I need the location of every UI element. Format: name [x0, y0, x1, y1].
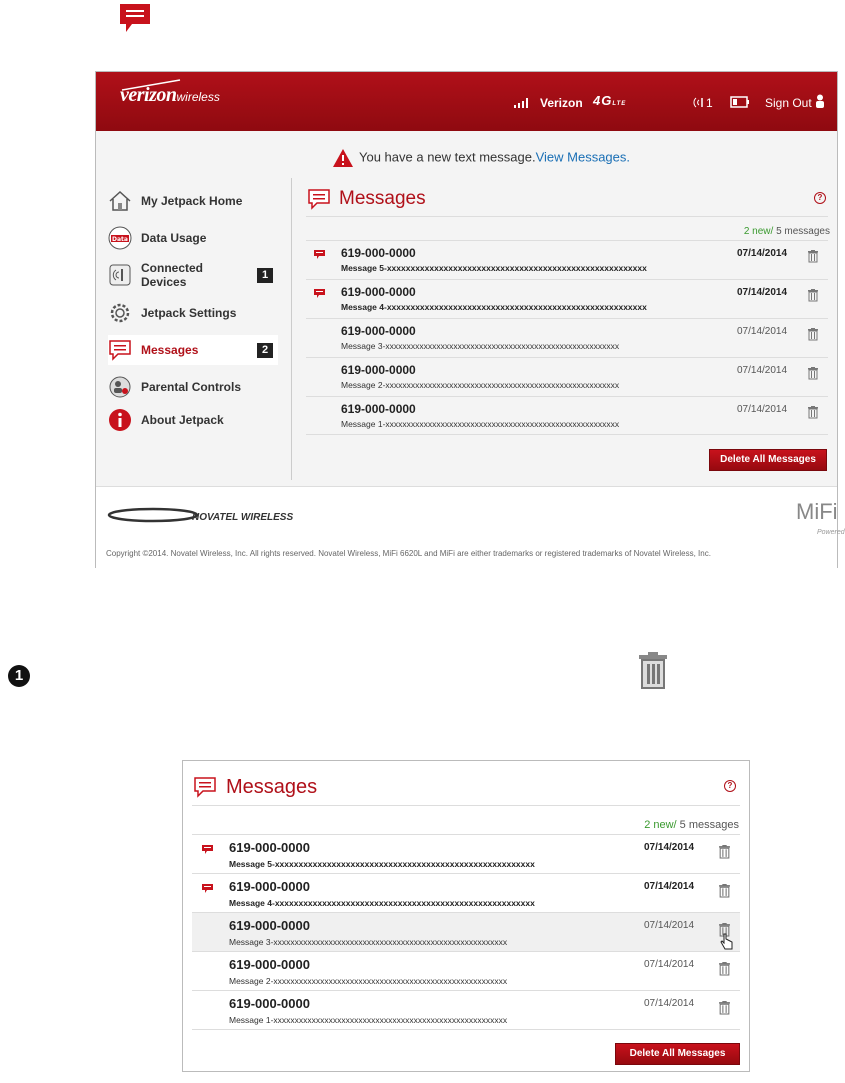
svg-text:Data: Data [112, 236, 128, 243]
sidebar-divider [291, 178, 292, 480]
home-icon [108, 189, 132, 213]
sidebar-item-messages[interactable]: Messages 2 [108, 335, 278, 365]
message-icon [192, 775, 218, 799]
delete-all-button[interactable]: Delete All Messages [615, 1043, 740, 1065]
mifi-powered: Powered [817, 529, 845, 536]
novatel-logo-text: NOVATEL WIRELESS [192, 512, 294, 523]
sidebar-item-about-jetpack[interactable]: About Jetpack [108, 405, 278, 435]
sign-out-link[interactable]: Sign Out [765, 96, 812, 110]
hand-cursor-icon [720, 933, 734, 951]
wifi-devices-icon [692, 97, 704, 108]
trash-icon[interactable] [719, 1001, 730, 1014]
table-row[interactable]: 619-000-0000 Message 2-xxxxxxxxxxxxxxxxxxxxxxxxxxxxxxxxxxxxxxxxxxxxxxxxxxxxxxx 07/14/2014 [192, 951, 740, 990]
trash-icon[interactable] [808, 250, 818, 262]
message-note-icon [118, 2, 152, 36]
trash-icon[interactable] [808, 328, 818, 340]
message-count: 2 new/ 5 messages [743, 226, 830, 237]
help-icon[interactable]: ? [814, 192, 826, 204]
help-icon[interactable]: ? [724, 780, 736, 792]
table-row[interactable]: 619-000-0000 Message 2-xxxxxxxxxxxxxxxxxxxxxxxxxxxxxxxxxxxxxxxxxxxxxxxxxxxxxxx 07/14/2014 [306, 357, 828, 396]
title-divider [306, 216, 828, 217]
sidebar-item-connected-devices[interactable]: Connected Devices 1 [108, 258, 278, 292]
new-message-alert: You have a new text message.View Messages. [332, 148, 630, 168]
info-icon [108, 408, 132, 432]
table-row[interactable]: 619-000-0000 Message 1-xxxxxxxxxxxxxxxxxxxxxxxxxxxxxxxxxxxxxxxxxxxxxxxxxxxxxxx 07/14/2014 [306, 396, 828, 435]
signal-icon [514, 96, 532, 108]
step-number: 1 [8, 665, 30, 687]
battery-icon [730, 96, 750, 108]
view-messages-link[interactable]: View Messages. [535, 149, 631, 165]
panel-title: Messages [339, 188, 426, 209]
user-icon [815, 94, 825, 108]
table-row[interactable]: 619-000-0000 Message 4-xxxxxxxxxxxxxxxxxxxxxxxxxxxxxxxxxxxxxxxxxxxxxxxxxxxxxxx 07/14/2014 [192, 873, 740, 912]
table-row[interactable]: 619-000-0000 Message 5-xxxxxxxxxxxxxxxxxxxxxxxxxxxxxxxxxxxxxxxxxxxxxxxxxxxxxxx 07/14/2014 [306, 240, 828, 279]
trash-icon [638, 651, 668, 689]
message-icon [306, 187, 332, 211]
devices-badge: 1 [257, 268, 273, 283]
sidebar-item-home[interactable]: My Jetpack Home [108, 186, 278, 216]
mifi-logo: MiFi [796, 499, 838, 524]
trash-icon[interactable] [719, 845, 730, 858]
trash-icon[interactable] [808, 367, 818, 379]
footer [96, 486, 845, 570]
connected-count: 1 [706, 96, 713, 110]
network-type: 4GLTE [593, 93, 627, 108]
table-row[interactable]: 619-000-0000 Message 4-xxxxxxxxxxxxxxxxxxxxxxxxxxxxxxxxxxxxxxxxxxxxxxxxxxxxxxx 07/14/2014 [306, 279, 828, 318]
sidebar-item-jetpack-settings[interactable]: Jetpack Settings [108, 298, 278, 328]
unread-icon [202, 845, 213, 854]
devices-icon [108, 263, 132, 287]
unread-icon [202, 884, 213, 893]
messages-panel [306, 184, 830, 474]
trash-icon[interactable] [719, 884, 730, 897]
messages-badge: 2 [257, 343, 273, 358]
delete-all-button[interactable]: Delete All Messages [709, 449, 827, 471]
verizon-logo: verizonwireless [120, 84, 220, 107]
table-row-hover[interactable]: 619-000-0000 Message 3-xxxxxxxxxxxxxxxxxxxxxxxxxxxxxxxxxxxxxxxxxxxxxxxxxxxxxxx 07/14/2014 [192, 912, 740, 951]
header-bar [96, 72, 837, 131]
sidebar [96, 178, 291, 438]
gear-icon [108, 301, 132, 325]
copyright: Copyright ©2014. Novatel Wireless, Inc. All rights reserved. Novatel Wireless, MiFi 6620L and MiFi are either trademarks or registered trademarks of Novatel Wireless, Inc. [106, 549, 711, 558]
message-count: 2 new/ 5 messages [644, 819, 739, 831]
unread-icon [314, 250, 325, 259]
sidebar-item-parental-controls[interactable]: Parental Controls [108, 372, 278, 402]
jetpack-web-ui [95, 71, 845, 568]
trash-icon[interactable] [719, 962, 730, 975]
message-icon [108, 338, 132, 362]
sidebar-item-data-usage[interactable]: Data Data Usage [108, 223, 278, 253]
panel-title: Messages [226, 776, 318, 798]
carrier-name: Verizon [540, 96, 583, 110]
warning-icon [332, 148, 354, 168]
table-row[interactable]: 619-000-0000 Message 3-xxxxxxxxxxxxxxxxxxxxxxxxxxxxxxxxxxxxxxxxxxxxxxxxxxxxxxx 07/14/2014 [306, 318, 828, 357]
data-icon [108, 226, 132, 250]
trash-icon[interactable] [808, 289, 818, 301]
table-row[interactable]: 619-000-0000 Message 5-xxxxxxxxxxxxxxxxxxxxxxxxxxxxxxxxxxxxxxxxxxxxxxxxxxxxxxx 07/14/2014 [192, 834, 740, 873]
table-row[interactable]: 619-000-0000 Message 1-xxxxxxxxxxxxxxxxxxxxxxxxxxxxxxxxxxxxxxxxxxxxxxxxxxxxxxx 07/14/2014 [192, 990, 740, 1030]
parental-icon [108, 375, 132, 399]
unread-icon [314, 289, 325, 298]
title-divider [192, 805, 740, 806]
trash-icon[interactable] [808, 406, 818, 418]
zoomed-messages-panel [182, 760, 750, 1072]
